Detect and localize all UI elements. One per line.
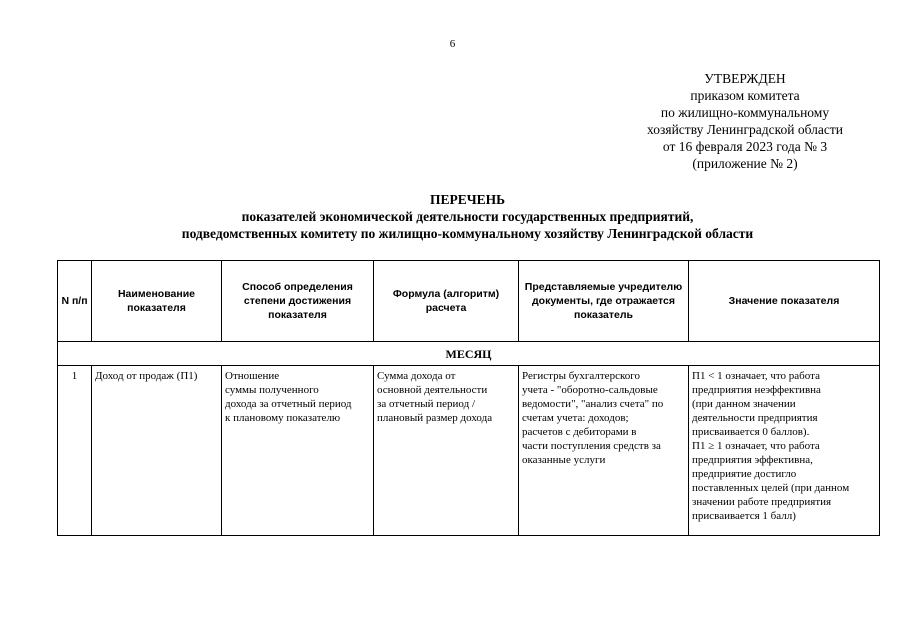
cell-text-line: оказанные услуги (522, 454, 606, 466)
cell-text-line: предприятие достигло (692, 468, 797, 480)
section-row (58, 342, 880, 366)
cell-docs (519, 366, 689, 536)
cell-text-line: части поступления средств за (522, 440, 661, 452)
approval-line: от 16 февраля 2023 года № 3 (662, 139, 828, 154)
cell-text-line: Отношение (225, 370, 280, 382)
title-heading: ПЕРЕЧЕНЬ (429, 192, 506, 207)
cell-text-line: деятельности предприятия (692, 412, 818, 424)
cell-text-line: плановый размер дохода (377, 412, 493, 424)
header-docs: Представляемые учредителю документы, где отражается показатель (519, 261, 689, 342)
approval-stamp (620, 70, 870, 172)
cell-text-line: суммы полученного (225, 384, 319, 396)
table-row (58, 366, 880, 536)
cell-method (222, 366, 374, 536)
header-formula: Формула (алгоритм) расчета (374, 261, 519, 342)
cell-text-line: предприятия неэффективна (692, 384, 821, 396)
cell-text-line: (при данном значении (692, 398, 796, 410)
page-number: 6 (449, 38, 456, 50)
approval-line: (приложение № 2) (692, 156, 798, 171)
document-title (0, 191, 905, 242)
title-subline: подведомственных комитету по жилищно-коммунальному хозяйству Ленинградской области (181, 226, 754, 241)
approval-line: по жилищно-коммунальному (660, 105, 830, 120)
approval-line: УТВЕРЖДЕН (704, 71, 786, 86)
cell-text-line: П1 ≥ 1 означает, что работа (692, 440, 820, 452)
cell-name: Доход от продаж (П1) (92, 366, 222, 536)
cell-text-line: счетам учета: доходов; (522, 412, 629, 424)
cell-value (689, 366, 880, 536)
cell-text-line: предприятия эффективна, (692, 454, 813, 466)
approval-line: хозяйству Ленинградской области (647, 122, 843, 137)
cell-text-line: к плановому показателю (225, 412, 341, 424)
section-label: МЕСЯЦ (58, 342, 880, 366)
cell-text-line: основной деятельности (377, 384, 488, 396)
indicators-table (57, 260, 880, 536)
cell-text-line: учета - "оборотно-сальдовые (522, 384, 658, 396)
header-num: N п/п (58, 261, 92, 342)
cell-text-line: дохода за отчетный период (225, 398, 352, 410)
cell-text-line: значении работе предприятия (692, 496, 832, 508)
cell-text-line: П1 < 1 означает, что работа (692, 370, 820, 382)
header-name: Наименование показателя (92, 261, 222, 342)
header-method: Способ определения степени достижения показателя (222, 261, 374, 342)
cell-text-line: Сумма дохода от (377, 370, 456, 382)
cell-text-line: присваивается 0 баллов). (692, 426, 810, 438)
approval-line: приказом комитета (690, 88, 800, 103)
cell-num: 1 (58, 366, 92, 536)
cell-text-line: ведомости", "анализ счета" по (522, 398, 664, 410)
table-header-row (58, 261, 880, 342)
cell-text-line: Регистры бухгалтерского (522, 370, 640, 382)
header-value: Значение показателя (689, 261, 880, 342)
title-subline: показателей экономической деятельности государственных предприятий, (241, 209, 694, 224)
cell-text-line: за отчетный период / (377, 398, 476, 410)
cell-formula (374, 366, 519, 536)
cell-text-line: расчетов с дебиторами в (522, 426, 637, 438)
cell-text-line: поставленных целей (при данном (692, 482, 850, 494)
cell-text-line: присваивается 1 балл) (692, 510, 796, 522)
